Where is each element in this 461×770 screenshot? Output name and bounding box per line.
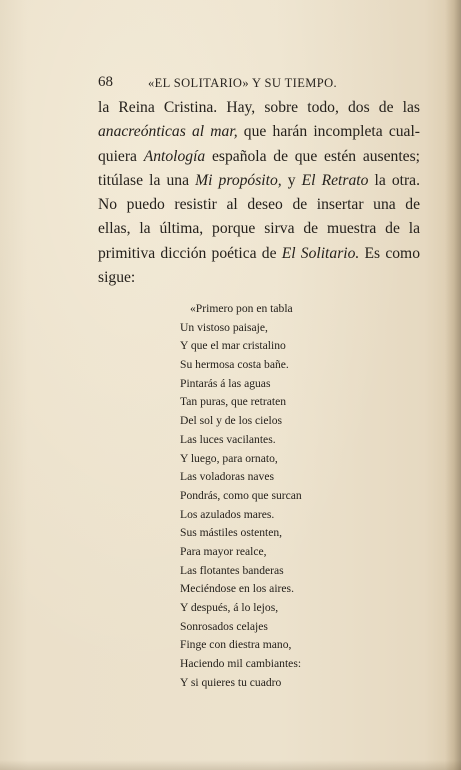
prose-line [98,242,420,266]
prose-italic-title: El Solitario. [281,244,360,262]
prose-line [98,96,420,120]
poem-line: Para mayor realce, [180,544,267,558]
page-bottom-shadow [0,760,461,770]
poem-line: Y luego, para ornato, [180,451,278,465]
prose-text: No puedo resistir al deseo de insertar una de [98,196,420,214]
prose-text: la otra. [368,171,420,189]
poem-line: Las luces vacilantes. [180,432,276,446]
poem-line: Y después, á lo lejos, [180,601,279,614]
page-number: 68 [98,74,113,90]
poem [180,300,302,692]
poem-line: Su hermosa costa bañe. [180,358,289,372]
prose-italic-title: Mi propósito, [195,171,282,189]
prose-italic-title: Antología [143,147,206,165]
poem-line: Meciéndose en los aires. [180,582,294,596]
prose-text: titúlase la una [98,171,196,189]
prose-text: española de que estén ausentes; [205,147,420,165]
prose-paragraph [98,96,420,290]
prose-text: quiera [98,147,144,165]
poem-line: Y que el mar cristalino [180,339,286,353]
prose-text: que harán incompleta cual- [237,123,421,141]
prose-line [98,193,420,217]
prose-italic-title: El Retrato [301,171,369,189]
prose-line [98,145,420,169]
poem-line: Las flotantes banderas [180,563,284,577]
poem-line: Haciendo mil cambiantes: [180,657,302,671]
prose-line [98,169,420,193]
poem-line: Las voladoras naves [180,470,275,484]
prose-text: la Reina Cristina. Hay, sobre todo, dos de las [98,99,420,116]
poem-line: Pintarás á las aguas [180,376,271,390]
poem-line: Sus mástiles ostenten, [180,526,283,540]
poem-line: Y si quieres tu cuadro [180,675,282,689]
prose-text: ellas, la última, porque sirva de muestra de la [98,220,420,238]
page-header [98,74,420,92]
poem-line: Tan puras, que retraten [180,395,287,409]
prose-text: primitiva dicción poética de [98,244,282,262]
prose-line [98,120,420,144]
running-title: «EL SOLITARIO» Y SU TIEMPO. [148,76,338,90]
poem-line: Sonrosados celajes [180,619,268,633]
page-edge-shadow [445,0,461,770]
prose-text: y [281,171,302,189]
poem-line: Del sol y de los cielos [180,414,283,428]
poem-line: Un vistoso paisaje, [180,320,268,334]
prose-text: Es como [359,244,420,262]
prose-line [98,217,420,241]
poem-line: Pondrás, como que surcan [180,488,302,502]
prose-italic-title: anacreónticas al mar, [98,123,238,141]
prose-line [98,266,420,290]
prose-text: sigue: [98,269,136,287]
poem-line: Los azulados mares. [180,507,275,521]
poem-line: Finge con diestra mano, [180,638,292,652]
poem-line: «Primero pon en tabla [190,302,293,315]
